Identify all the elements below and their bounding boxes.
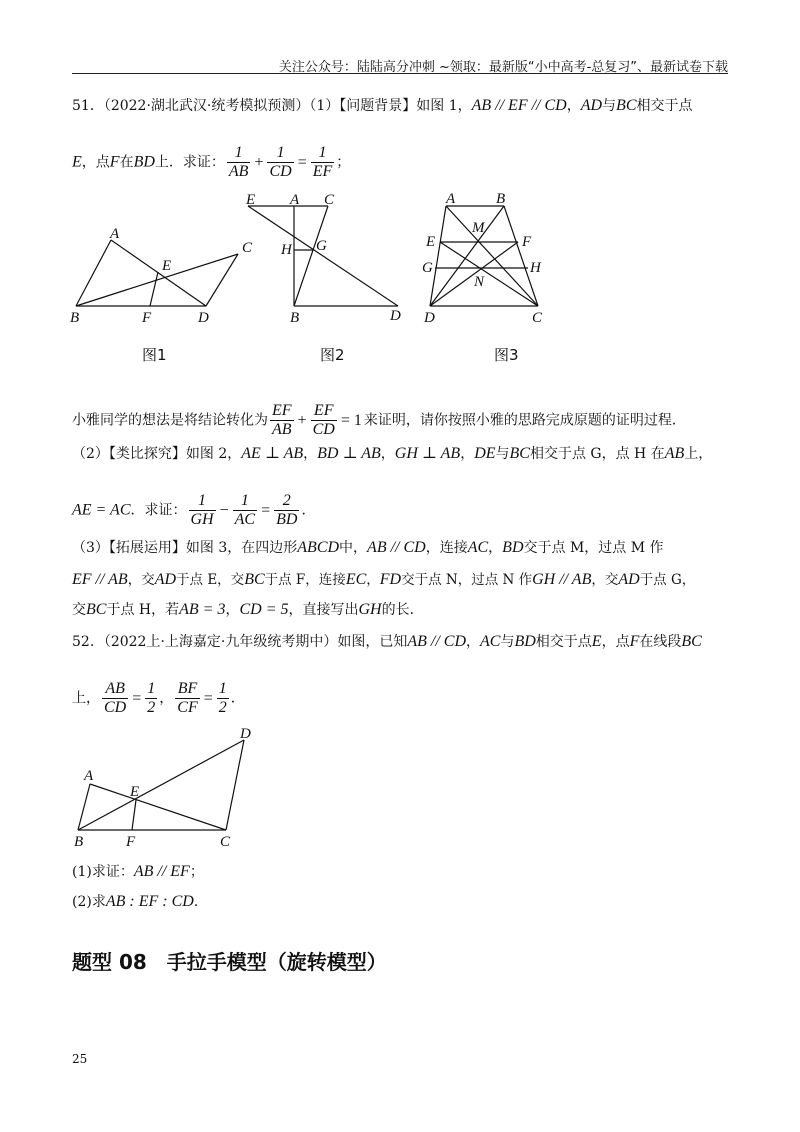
label-H: H bbox=[281, 242, 292, 258]
text: ， bbox=[566, 98, 581, 114]
math: ABCD bbox=[297, 539, 340, 556]
figure-2 bbox=[242, 190, 410, 330]
math: AB // CD bbox=[407, 633, 467, 650]
math: F bbox=[109, 153, 120, 171]
math: AD bbox=[580, 97, 603, 114]
math: AB : EF : CD bbox=[105, 893, 194, 910]
text: ， bbox=[303, 446, 318, 462]
text: 与 bbox=[602, 98, 617, 114]
label-G: G bbox=[316, 238, 327, 254]
math: GH bbox=[358, 601, 382, 618]
header-rule bbox=[72, 73, 728, 74]
label-D: D bbox=[198, 310, 209, 326]
text: (1)求证： bbox=[72, 864, 134, 880]
text: ．求证： bbox=[130, 502, 187, 519]
fraction: $\frac{1}{2}$ bbox=[147, 680, 156, 716]
text: ． bbox=[301, 502, 316, 519]
text: 相交于点 bbox=[535, 634, 592, 650]
label-D: D bbox=[240, 726, 251, 742]
math: FD bbox=[379, 571, 402, 588]
text: ， bbox=[159, 690, 174, 707]
page-header: 关注公众号：陆陆高分冲刺 ~领取：最新版“小中高考-总复习”、最新试卷下载 bbox=[278, 60, 728, 75]
text: 与 bbox=[500, 634, 515, 650]
math: BC bbox=[244, 571, 265, 588]
figure-3 bbox=[420, 190, 550, 332]
operator: = bbox=[297, 153, 307, 171]
text: ， bbox=[466, 634, 481, 650]
operator: − bbox=[219, 501, 229, 519]
text: 于点 F，连接 bbox=[264, 572, 346, 588]
math: AD bbox=[154, 571, 177, 588]
figure-1 bbox=[66, 222, 256, 330]
text: ， bbox=[380, 446, 395, 462]
math: BC bbox=[509, 445, 530, 462]
figure-q52 bbox=[70, 722, 270, 854]
math: AB = 3 bbox=[179, 601, 226, 618]
label-F: F bbox=[142, 310, 152, 326]
operator: + bbox=[297, 411, 307, 429]
math: BC bbox=[616, 97, 637, 114]
operator: = bbox=[132, 689, 142, 707]
q52-part-2 bbox=[72, 892, 208, 912]
text: 在线段 bbox=[639, 634, 682, 650]
label-G: G bbox=[422, 260, 433, 276]
label-C: C bbox=[220, 834, 231, 850]
text: （2）【类比探究】如图 2， bbox=[72, 446, 242, 462]
q51-line-7 bbox=[72, 570, 695, 590]
math: EC bbox=[345, 571, 367, 588]
text: 交于点 N，过点 N 作 bbox=[401, 572, 533, 588]
text: （3）【拓展运用】如图 3，在四边形 bbox=[72, 540, 298, 556]
math: DE bbox=[474, 445, 496, 462]
text: 于点 G， bbox=[639, 572, 696, 588]
text: ，点 bbox=[81, 154, 110, 171]
operator: = bbox=[203, 689, 213, 707]
math: AD bbox=[618, 571, 640, 588]
text: 的长． bbox=[381, 602, 424, 618]
math: AB bbox=[664, 445, 685, 462]
label-D: D bbox=[424, 310, 435, 326]
text: 小雅同学的想法是将结论转化为 bbox=[72, 412, 268, 429]
label-A: A bbox=[110, 226, 120, 242]
text: 上， bbox=[72, 690, 100, 707]
label-E: E bbox=[162, 258, 172, 274]
text: 与 bbox=[495, 446, 510, 462]
math: BD bbox=[502, 539, 524, 556]
label-H: H bbox=[530, 260, 541, 276]
text: ， bbox=[366, 572, 380, 588]
text: ． bbox=[230, 690, 245, 707]
math: AC bbox=[467, 539, 489, 556]
section-title: 题型 08 手拉手模型（旋转模型） bbox=[72, 950, 387, 974]
text: 上， bbox=[684, 446, 713, 462]
label-C: C bbox=[532, 310, 543, 326]
q52-line-2 bbox=[72, 680, 245, 717]
q51-line-2 bbox=[72, 144, 350, 181]
math: EF // AB bbox=[72, 571, 128, 588]
q51-line-6 bbox=[72, 538, 664, 558]
label-A: A bbox=[290, 192, 300, 208]
math: BD ⊥ AB bbox=[317, 445, 381, 462]
text: 于点 E，交 bbox=[176, 572, 245, 588]
math: BD bbox=[514, 633, 536, 650]
math: AB // EF bbox=[133, 863, 190, 880]
label-C: C bbox=[324, 192, 335, 208]
text: 在 bbox=[119, 154, 134, 171]
q51-intro: 51．（2022·湖北武汉·统考模拟预测）（1）【问题背景】如图 1， bbox=[72, 98, 472, 114]
operator: = bbox=[261, 501, 271, 519]
label-A: A bbox=[446, 191, 456, 207]
label-E: E bbox=[426, 234, 436, 250]
q51-line-8 bbox=[72, 600, 424, 620]
text: 于点 H，若 bbox=[106, 602, 180, 618]
operator: = 1 bbox=[340, 411, 362, 429]
text: 来证明，请你按照小雅的思路完成原题的证明过程． bbox=[363, 412, 686, 429]
q51-line-1 bbox=[72, 96, 693, 116]
text: 交 bbox=[72, 602, 86, 618]
label-M: M bbox=[472, 220, 485, 236]
fraction: $\frac{BF}{CF}$ bbox=[177, 680, 198, 716]
label-B: B bbox=[290, 310, 300, 326]
page-number: 25 bbox=[72, 1052, 88, 1066]
math: AC bbox=[480, 633, 501, 650]
fraction: $\frac{EF}{AB}$ bbox=[272, 402, 292, 438]
fraction: $\frac{1}{2}$ bbox=[218, 680, 227, 716]
math: AE = AC bbox=[72, 501, 131, 519]
text: ， bbox=[225, 602, 240, 618]
operator: + bbox=[254, 153, 264, 171]
fig2-caption: 图2 bbox=[320, 346, 345, 364]
label-E: E bbox=[130, 784, 140, 800]
fraction: $\frac{AB}{CD}$ bbox=[104, 680, 127, 716]
text: ，直接写出 bbox=[288, 602, 359, 618]
text: 上．求证： bbox=[154, 154, 225, 171]
label-N: N bbox=[474, 274, 485, 290]
math: AE ⊥ AB bbox=[241, 445, 304, 462]
text: 52．（2022上·上海嘉定·九年级统考期中）如图，已知 bbox=[72, 634, 408, 650]
math: GH // AB bbox=[532, 571, 592, 588]
math: AB // CD bbox=[367, 539, 426, 556]
math: F bbox=[629, 633, 640, 650]
label-A: A bbox=[84, 768, 94, 784]
q51-line-5 bbox=[72, 492, 315, 529]
fig1-caption: 图1 bbox=[142, 346, 167, 364]
math-parallel: AB // EF // CD bbox=[471, 97, 567, 114]
text: ； bbox=[189, 864, 204, 880]
text: 中， bbox=[339, 540, 368, 556]
math: BD bbox=[133, 153, 155, 171]
math: E bbox=[591, 633, 602, 650]
fraction: $\frac{1}{CD}$ bbox=[269, 144, 292, 180]
text: 相交于点 bbox=[636, 98, 693, 114]
text: ， bbox=[488, 540, 503, 556]
text: ． bbox=[193, 894, 208, 910]
q51-line-4 bbox=[72, 444, 712, 464]
math: E bbox=[72, 153, 82, 171]
label-F: F bbox=[522, 234, 532, 250]
label-C: C bbox=[242, 240, 253, 256]
text: ，连接 bbox=[425, 540, 468, 556]
text: 交于点 M，过点 M 作 bbox=[523, 540, 664, 556]
math: CD = 5 bbox=[239, 601, 289, 618]
text: ，点 bbox=[601, 634, 630, 650]
label-B: B bbox=[496, 191, 506, 207]
label-E: E bbox=[246, 192, 256, 208]
fraction: $\frac{EF}{CD}$ bbox=[312, 402, 335, 438]
label-B: B bbox=[70, 310, 80, 326]
text: 相交于点 G，点 H 在 bbox=[529, 446, 665, 462]
q52-part-1 bbox=[72, 862, 204, 882]
text: ， bbox=[460, 446, 475, 462]
fraction: $\frac{1}{AB}$ bbox=[228, 144, 249, 180]
text: ； bbox=[336, 154, 351, 171]
math: GH ⊥ AB bbox=[394, 445, 461, 462]
fraction: $\frac{1}{AC}$ bbox=[234, 492, 256, 528]
label-D: D bbox=[390, 308, 401, 324]
fraction: $\frac{1}{GH}$ bbox=[190, 492, 214, 528]
label-F: F bbox=[126, 834, 136, 850]
fig3-caption: 图3 bbox=[494, 346, 519, 364]
math: BC bbox=[86, 601, 107, 618]
label-B: B bbox=[74, 834, 84, 850]
q51-line-3 bbox=[72, 402, 686, 439]
fraction: $\frac{2}{BD}$ bbox=[276, 492, 298, 528]
math: BC bbox=[681, 633, 702, 650]
text: ，交 bbox=[591, 572, 619, 588]
text: (2)求 bbox=[72, 894, 106, 910]
q52-line-1 bbox=[72, 632, 702, 652]
text: ，交 bbox=[127, 572, 155, 588]
fraction: $\frac{1}{EF}$ bbox=[312, 144, 333, 180]
